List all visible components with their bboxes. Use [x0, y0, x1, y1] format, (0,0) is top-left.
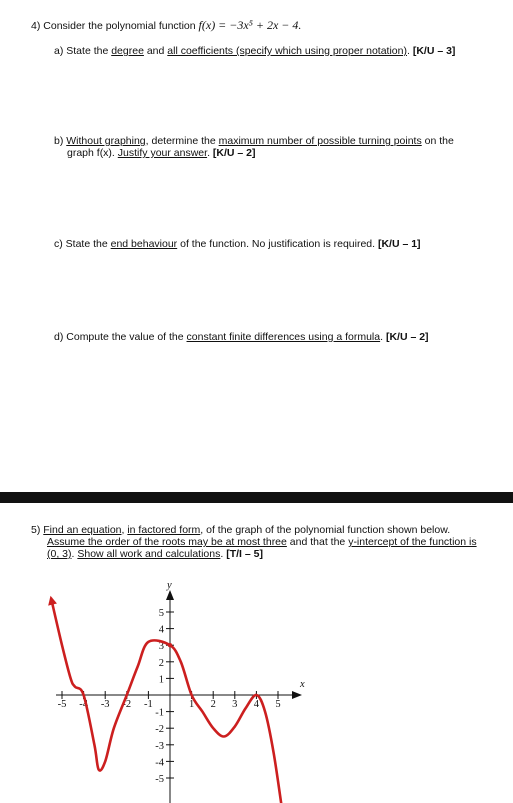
q4-intro: Consider the polynomial function [43, 20, 196, 32]
y-tick-label: 1 [158, 674, 164, 686]
q4a-line [54, 45, 455, 57]
q5-assume-order: Assume the order of the roots may be at most three [47, 536, 287, 548]
q4b-label: b) [54, 135, 64, 147]
q5-number: 5) [31, 524, 41, 536]
y-tick-label: -3 [155, 740, 164, 752]
q4b-text-on: on the [424, 135, 454, 147]
q4c-text-post: of the function. No justification is required. [180, 238, 376, 250]
y-axis-arrow [166, 590, 174, 600]
x-axis-label: x [300, 679, 305, 690]
q5-marks: [T/I – 5] [226, 548, 263, 560]
graph-axes [56, 580, 305, 803]
y-intercept-point [168, 643, 172, 647]
x-tick-label: 5 [275, 699, 281, 710]
q5-period2: . [220, 548, 224, 560]
q5-line3 [47, 548, 263, 560]
q4c-end-behaviour: end behaviour [110, 238, 178, 250]
q4b-period: . [207, 147, 210, 159]
x-tick-label: -4 [79, 699, 88, 710]
x-tick-label: 1 [188, 699, 195, 710]
q5-show-work: Show all work and calculations [77, 548, 221, 560]
q4a-coefficients: all coefficients (specify which using proper notation) [167, 45, 407, 57]
q5-line1 [31, 524, 450, 536]
q4b-graph-fx: graph f(x). [67, 147, 115, 159]
q4d-period: . [380, 331, 384, 343]
x-tick-label: -5 [57, 699, 67, 710]
y-tick-label: -5 [155, 774, 164, 785]
x-tick-label: 3 [232, 699, 238, 710]
y-tick-label: 3 [158, 641, 164, 653]
q5-intercept-point: (0, 3) [47, 548, 72, 560]
q4d-marks: [K/U – 2] [385, 331, 429, 343]
q5-factored-form: in factored form [127, 524, 201, 536]
q4d-finite-differences: constant finite differences using a formula [186, 331, 381, 343]
x-tick-label: -3 [100, 699, 110, 710]
q4d-text: Compute the value of the [66, 331, 184, 343]
polynomial-graph [0, 568, 513, 803]
q4c-line [54, 238, 421, 250]
q4a-marks: [K/U – 3] [412, 45, 456, 57]
q4a-text-and: and [146, 45, 165, 57]
q4c-text: State the [65, 238, 108, 250]
q5-y-intercept: y-intercept of the function is [348, 536, 477, 548]
q4a-period: . [406, 45, 410, 57]
x-tick-label: -2 [122, 699, 132, 710]
q5-find-equation: Find an equation [43, 524, 122, 536]
y-tick-label: -2 [155, 724, 164, 736]
y-tick-label: 2 [158, 657, 164, 669]
x-axis-arrow [292, 691, 302, 699]
q4b-turning-points: maximum number of possible turning points [218, 135, 422, 147]
y-tick-label: -1 [155, 707, 164, 719]
polynomial-curve [51, 599, 282, 803]
q4-function: f(x) = −3x⁵ + 2x − 4. [198, 18, 302, 32]
y-axis-label: y [167, 580, 172, 591]
section-divider [0, 492, 513, 503]
q4b-line2 [67, 147, 256, 159]
q4d-line [54, 331, 429, 343]
q5-text-and: and that the [289, 536, 346, 548]
x-tick-label: -1 [144, 699, 153, 710]
q5-text: , of the graph of the polynomial function shown below. [200, 524, 451, 536]
q4a-label: a) [54, 45, 64, 57]
q4b-without-graphing: Without graphing [66, 135, 146, 147]
q5-period: . [71, 548, 75, 560]
q4b-line1 [54, 135, 454, 147]
q4b-justify: Justify your answer [117, 147, 208, 159]
q4-number: 4) [31, 20, 41, 32]
y-tick-label: 4 [158, 624, 164, 636]
q4d-label: d) [54, 331, 64, 343]
q4b-text: , determine the [145, 135, 216, 147]
graph-ticks [58, 608, 281, 785]
y-tick-label: -4 [155, 757, 164, 769]
q5-line2 [47, 536, 477, 548]
q4c-label: c) [54, 238, 63, 250]
q4a-text: State the [66, 45, 109, 57]
q4a-degree: degree [111, 45, 144, 57]
q5-comma: , [121, 524, 125, 536]
q4b-marks: [K/U – 2] [212, 147, 256, 159]
x-tick-label: 2 [210, 699, 216, 710]
curve-arrow-start [48, 596, 57, 606]
x-tick-label: 4 [253, 699, 260, 710]
q4-line [31, 19, 301, 32]
q4c-marks: [K/U – 1] [377, 238, 421, 250]
y-tick-label: 5 [158, 608, 164, 619]
